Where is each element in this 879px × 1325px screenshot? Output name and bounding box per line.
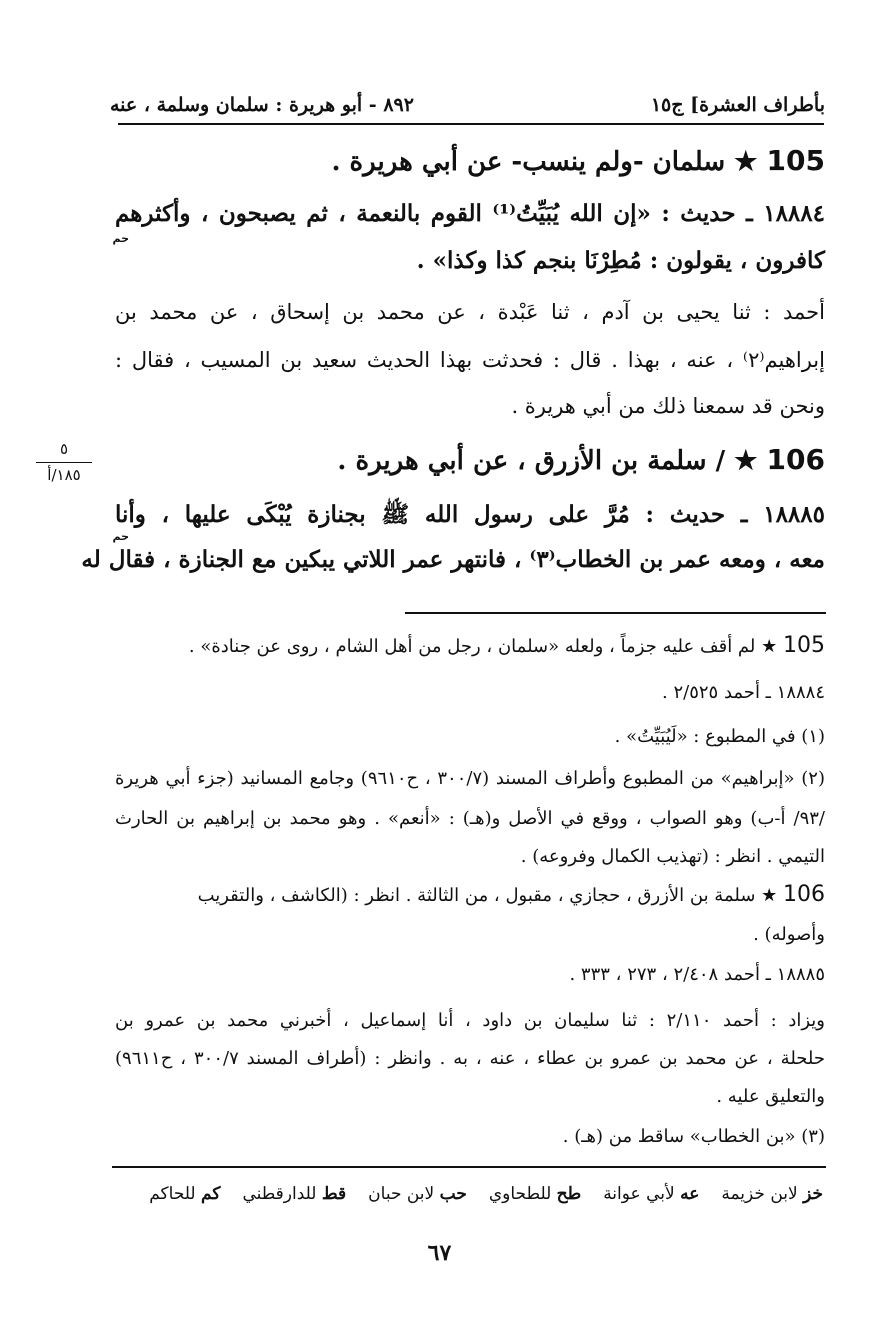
footnote-number: 106 [783, 882, 825, 907]
footnote-106 [198, 882, 825, 907]
header-rule [118, 123, 824, 125]
marginal-bar [36, 462, 92, 463]
section-number: 105 [766, 144, 825, 177]
abbr-item: كم للحاكم [149, 1184, 221, 1204]
section-heading-105 [331, 144, 825, 177]
footnote-text: ★ لم أقف عليه جزماً ، ولعله «سلمان ، رجل من أهل الشام ، روى عن جنادة» . [188, 636, 778, 657]
hadith-18884-line-2: كافرون ، يقولون : مُطِرْنَا بنجم كذا وكذا» . [416, 247, 825, 274]
section-heading-106 [337, 443, 825, 476]
section-heading-text: ★ / سلمة بن الأزرق ، عن أبي هريرة . [337, 446, 758, 476]
abbr-item: حب لابن حبان [368, 1184, 467, 1204]
footnote-105 [189, 633, 825, 658]
abbreviation-rule [112, 1166, 826, 1168]
abbr-item: عه لأبي عوانة [603, 1184, 700, 1204]
footnote-addition-line-1: ويزاد : أحمد ٢/١١٠ : ثنا سليمان بن داود ، أنا إسماعيل ، أخبرني محمد بن عمرو بن [115, 1010, 825, 1031]
abbr-item: طح للطحاوي [488, 1184, 582, 1204]
footnote-2-line-3: التيمي . انظر : (تهذيب الكمال وفروعه) . [520, 846, 825, 867]
section-number: 106 [766, 443, 825, 476]
hadith-18884-line-1: ١٨٨٨٤ ـ حديث : «إن الله يُبَيِّتُ⁽¹⁾ القوم بالنعمة ، ثم يصبحون ، وأكثرهم [115, 200, 825, 227]
footnote-2-line-1: (٢) «إبراهيم» من المطبوع وأطراف المسند (٣٠٠/٧ ، ح٩٦١٠) وجامع المسانيد (جزء أبي هريرة [115, 768, 825, 789]
marginal-folio-ref [36, 440, 92, 484]
isnad-line-1: أحمد : ثنا يحيى بن آدم ، ثنا عَبْدة ، عن محمد بن إسحاق ، عن محمد بن [115, 300, 825, 324]
header-left-text: ٨٩٢ - أبو هريرة : سلمان وسلمة ، عنه [110, 94, 414, 116]
marginal-top: ٥ [59, 440, 69, 458]
page-number: ٦٧ [427, 1240, 452, 1266]
isnad-line-2: إبراهيم⁽٢⁾ ، عنه ، بهذا . قال : فحدثت بهذا الحديث سعيد بن المسيب ، فقال : [115, 348, 825, 372]
footnote-number: 105 [783, 633, 825, 658]
abbreviation-key [108, 1184, 823, 1204]
header-right-text: بأطراف العشرة] ج١٥ [650, 94, 825, 116]
footnote-1: (١) في المطبوع : «لَيُبَيِّتُ» . [614, 726, 825, 747]
footnote-text: ★ سلمة بن الأزرق ، حجازي ، مقبول ، من الثالثة . انظر : (الكاشف ، والتقريب [197, 885, 778, 906]
abbr-item: قط للدارقطني [242, 1184, 347, 1204]
isnad-line-3: ونحن قد سمعنا ذلك من أبي هريرة . [511, 394, 825, 418]
footnote-106-line-2: وأصوله) . [753, 924, 825, 945]
footnote-3: (٣) «بن الخطاب» ساقط من (هـ) . [562, 1126, 825, 1147]
footnote-rule [405, 612, 826, 614]
hadith-18884-siglum: حم [112, 232, 129, 245]
marginal-bottom: ١٨٥/أ [47, 466, 81, 484]
section-heading-text: ★ سلمان -ولم ينسب- عن أبي هريرة . [331, 147, 758, 177]
footnote-ref-18885: ١٨٨٨٥ ـ أحمد ٢/٤٠٨ ، ٢٧٣ ، ٣٣٣ . [569, 964, 825, 985]
footnote-ref-18884: ١٨٨٨٤ ـ أحمد ٢/٥٢٥ . [662, 682, 825, 703]
hadith-18885-siglum: حم [112, 530, 129, 543]
running-header [110, 76, 825, 116]
abbr-item: خز لابن خزيمة [721, 1184, 823, 1204]
hadith-18885-line-2: معه ، ومعه عمر بن الخطاب⁽٣⁾ ، فانتهر عمر اللاتي يبكين مع الجنازة ، فقال له [81, 546, 825, 573]
footnote-2-line-2: /٩٣/ أ-ب) وهو الصواب ، ووقع في الأصل و(هـ) : «أنعم» . وهو محمد بن إبراهيم بن الحارث [115, 808, 825, 829]
footnote-addition-line-3: والتعليق عليه . [716, 1086, 825, 1107]
footnote-addition-line-2: حلحلة ، عن محمد بن عمرو بن عطاء ، عنه ، به . وانظر : (أطراف المسند ٣٠٠/٧ ، ح٩٦١١) [115, 1048, 825, 1069]
hadith-18885-line-1: ١٨٨٨٥ ـ حديث : مُرَّ على رسول الله ﷺ بجنازة يُبْكَى عليها ، وأنا [115, 501, 825, 528]
